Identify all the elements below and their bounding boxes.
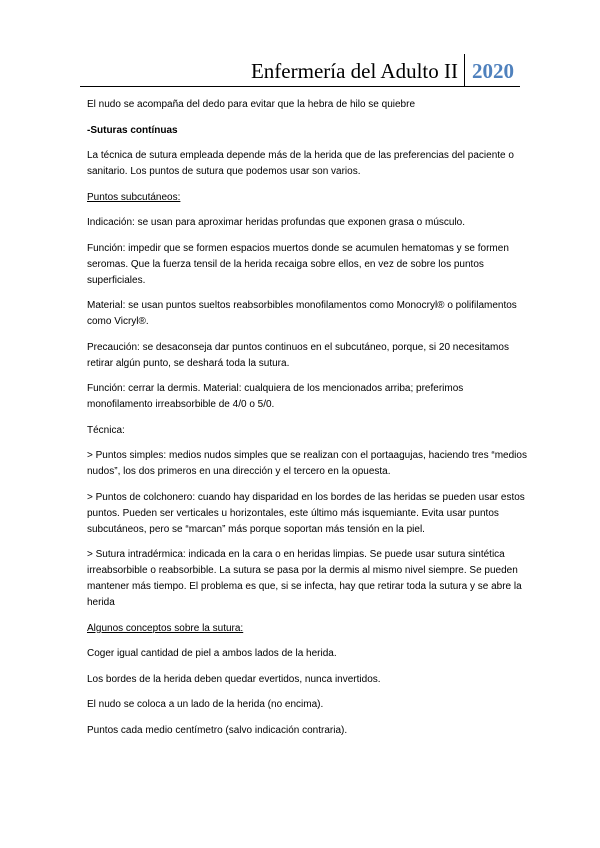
- header-rule: [80, 86, 520, 87]
- document-body: [87, 97, 527, 748]
- paragraph-puntos-colchonero: > Puntos de colchonero: cuando hay disparidad en los bordes de las heridas se pueden usar estos puntos. Pueden ser verticales u horizontales, este último más isquemiante. Evita usar puntos subcutáneos, pero se “marcan” más porque soportan más tensión en la piel.: [87, 491, 525, 535]
- header-year: 2020: [472, 59, 514, 83]
- page-header: [251, 52, 514, 86]
- paragraph-concepto-4: Puntos cada medio centímetro (salvo indicación contraria).: [87, 724, 348, 736]
- paragraph-material: Material: se usan puntos sueltos reabsorbibles monofilamentos como Monocryl® o polifilamentos como Vicryl®.: [87, 300, 517, 327]
- paragraph-sutura-intradermica: > Sutura intradérmica: indicada en la cara o en heridas limpias. Se puede usar sutura sintética irreabsorbible o reabsorbible. La sutura se pasa por la dermis al mismo nivel siempre. Se pueden mantener más tiempo. El problema es que, si se infecta, hay que retirar toda la sutura y se abre la herida: [87, 549, 522, 608]
- paragraph-precaucion: Precaución: se desaconseja dar puntos continuos en el subcutáneo, porque, si 20 necesitamos retirar algún punto, se deshará toda la sutura.: [87, 341, 509, 369]
- heading-suturas-continuas: -Suturas contínuas: [87, 124, 178, 136]
- paragraph-concepto-1: Coger igual cantidad de piel a ambos lados de la herida.: [87, 648, 337, 659]
- paragraph-indicacion: Indicación: se usan para aproximar heridas profundas que exponen grasa o músculo.: [87, 217, 466, 228]
- header-title: Enfermería del Adulto II: [250, 59, 458, 83]
- paragraph-puntos-simples: > Puntos simples: medios nudos simples que se realizan con el portaagujas, haciendo tres “medios nudos”, los dos primeros en una dirección y el tercero en la opuesta.: [87, 450, 527, 477]
- paragraph-tecnica: Técnica:: [87, 424, 125, 436]
- paragraph-concepto-3: El nudo se coloca a un lado de la herida (no encima).: [87, 699, 324, 710]
- paragraph-tecnica-sutura: La técnica de sutura empleada depende más de la herida que de las preferencias del paciente o sanitario. Los puntos de sutura que podemos usar son varios.: [87, 150, 514, 177]
- paragraph-nudo: El nudo se acompaña del dedo para evitar que la hebra de hilo se quiebre: [87, 99, 416, 110]
- paragraph-funcion-2: Función: cerrar la dermis. Material: cualquiera de los mencionados arriba; preferimos monofilamento irreabsorbible de 4/0 o 5/0.: [87, 383, 464, 410]
- paragraph-concepto-2: Los bordes de la herida deben quedar evertidos, nunca invertidos.: [87, 673, 381, 685]
- heading-conceptos: Algunos conceptos sobre la sutura:: [87, 622, 244, 634]
- paragraph-funcion-1: Función: impedir que se formen espacios muertos donde se acumulen hematomas y se formen seromas. Que la fuerza tensil de la herida recaiga sobre ellos, en vez de sobre los puntos superficiales.: [87, 242, 509, 286]
- heading-puntos-subcutaneos: Puntos subcutáneos:: [87, 191, 181, 203]
